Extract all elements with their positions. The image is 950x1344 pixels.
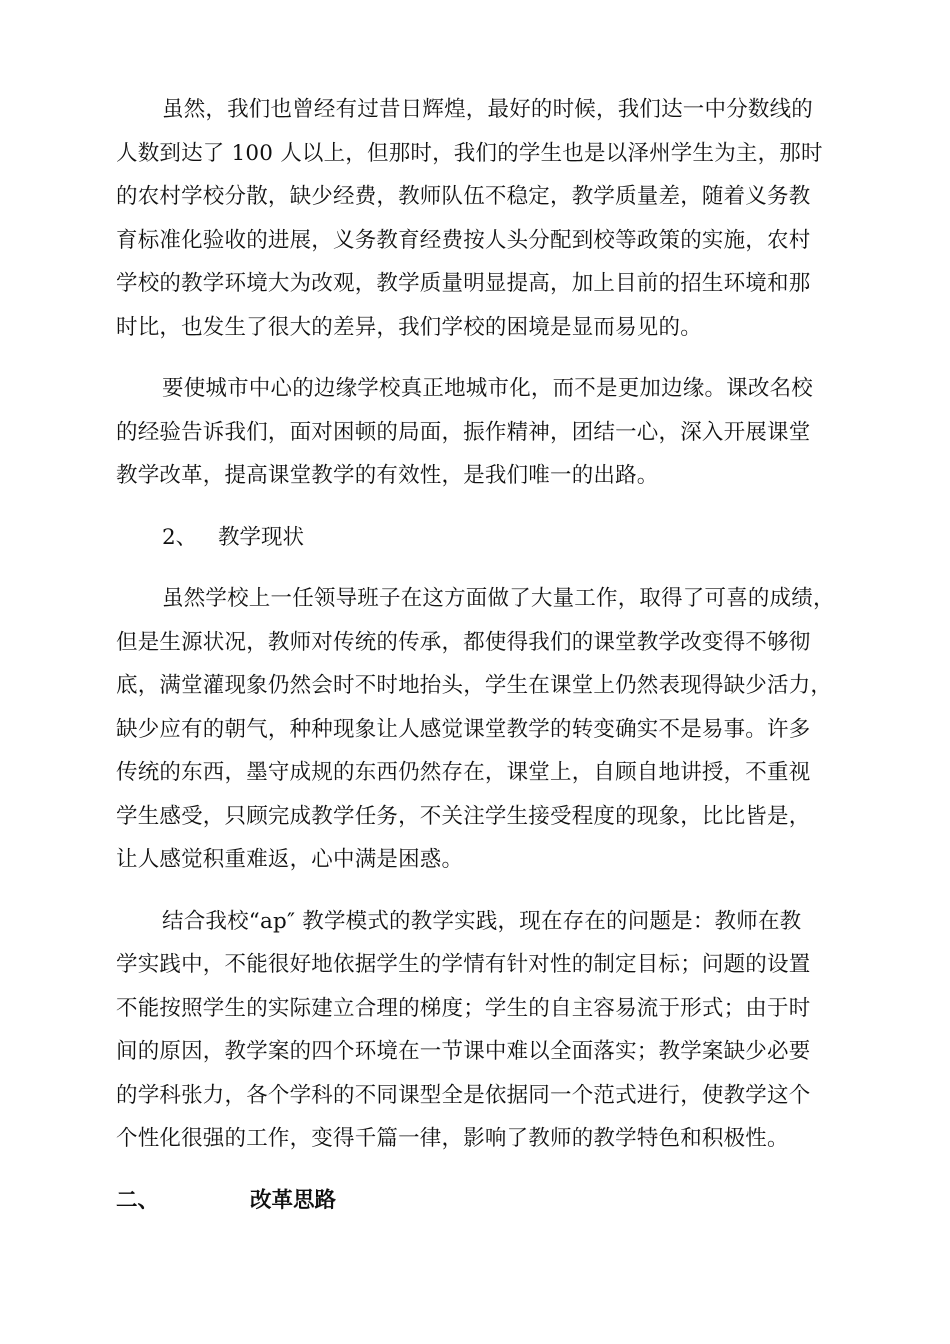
paragraph-3 xyxy=(116,577,844,882)
paragraph-line: 传统的东西，墨守成规的东西仍然存在，课堂上，自顾自地讲授，不重视 xyxy=(116,760,811,785)
paragraph-line: 时比，也发生了很大的差异，我们学校的困境是显而易见的。 xyxy=(116,314,702,340)
section-heading-number: 二、 xyxy=(116,1187,160,1213)
paragraph-line: 要使城市中心的边缘学校真正地城市化，而不是更加边缘。课改名校 xyxy=(162,376,814,401)
paragraph-line: 学实践中，不能很好地依据学生的学情有针对性的制定目标；问题的设置 xyxy=(116,952,811,977)
subheading-number: 2、 xyxy=(162,524,198,550)
document-page xyxy=(116,88,844,1222)
paragraph-line: 虽然，我们也曾经有过昔日辉煌，最好的时候，我们达一中分数线的 xyxy=(162,97,814,122)
paragraph-line: 结合我校“ap″ 教学模式的教学实践，现在存在的问题是：教师在教 xyxy=(162,908,802,934)
paragraph-line: 的经验告诉我们，面对困顿的局面，振作精神，团结一心，深入开展课堂 xyxy=(116,419,811,445)
paragraph-line: 学校的教学环境大为改观，教学质量明显提高，加上目前的招生环境和那 xyxy=(116,271,811,296)
paragraph-line: 的农村学校分散，缺少经费，教师队伍不稳定，教学质量差，随着义务教 xyxy=(116,184,811,209)
paragraph-line: 底，满堂灌现象仍然会时不时地抬头，学生在课堂上仍然表现得缺少活力， xyxy=(116,673,833,698)
paragraph-line: 个性化很强的工作，变得千篇一律，影响了教师的教学特色和积极性。 xyxy=(116,1126,789,1151)
paragraph-line: 教学改革，提高课堂教学的有效性，是我们唯一的出路。 xyxy=(116,463,659,488)
paragraph-line: 不能按照学生的实际建立合理的梯度；学生的自主容易流于形式；由于时 xyxy=(116,995,811,1021)
section-heading-text: 改革思路 xyxy=(250,1187,337,1213)
paragraph-line: 让人感觉积重难返，心中满是困惑。 xyxy=(116,847,464,872)
paragraph-1 xyxy=(116,88,844,349)
section-heading-reform-ideas xyxy=(116,1179,844,1223)
paragraph-4 xyxy=(116,900,844,1161)
paragraph-line: 育标准化验收的进展，义务教育经费按人头分配到校等政策的实施，农村 xyxy=(116,227,811,253)
paragraph-line: 虽然学校上一任领导班子在这方面做了大量工作，取得了可喜的成绩， xyxy=(162,586,835,611)
paragraph-2 xyxy=(116,367,844,498)
paragraph-line: 缺少应有的朝气，种种现象让人感觉课堂教学的转变确实不是易事。许多 xyxy=(116,716,811,742)
paragraph-line: 学生感受，只顾完成教学任务，不关注学生接受程度的现象，比比皆是， xyxy=(116,803,811,829)
paragraph-line: 的学科张力，各个学科的不同课型全是依据同一个范式进行，使教学这个 xyxy=(116,1082,811,1108)
subheading-teaching-status xyxy=(116,516,844,560)
paragraph-line: 间的原因，教学案的四个环境在一节课中难以全面落实；教学案缺少必要 xyxy=(116,1039,811,1064)
paragraph-line: 但是生源状况，教师对传统的传承，都使得我们的课堂教学改变得不够彻 xyxy=(116,629,811,655)
paragraph-line: 人数到达了 100 人以上，但那时，我们的学生也是以泽州学生为主，那时 xyxy=(116,140,823,166)
subheading-text: 教学现状 xyxy=(218,524,305,550)
